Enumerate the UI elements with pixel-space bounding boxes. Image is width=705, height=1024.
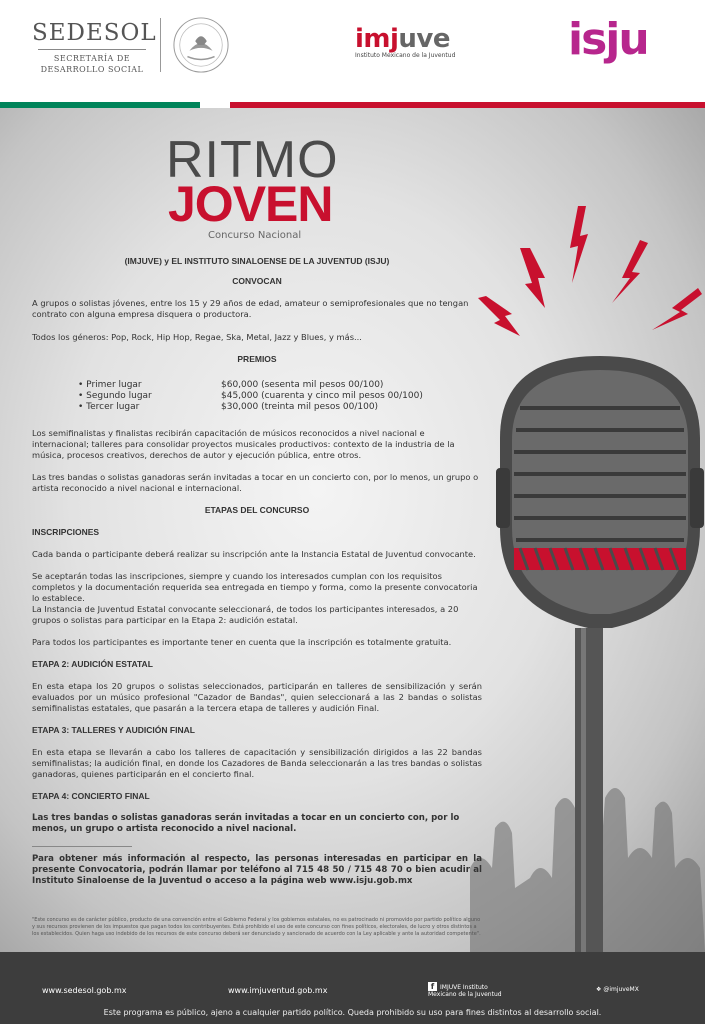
ganadoras-paragraph: Las tres bandas o solistas ganadoras serán invitadas a tocar en un concierto con, por lo menos, un grupo o artista reconocido a nivel nacional e internacional.	[32, 472, 479, 493]
prize-row	[78, 391, 423, 402]
disclaimer: "Este concurso es de carácter público, producto de una convención entre el Gobierno Federal y los gobiernos estatales, no es patrocinado ni promovido por partido político alguno y sus recursos provienen de los impuestos que pagan todos los contribuyentes. Está prohibido el uso de este concurso con fines políticos, electorales, de lucro y otros distintos a los establecidos. Quien haga uso indebido de los recursos de este concurso deberá ser denunciado y sancionado de acuerdo con la Ley aplicable y ante la autoridad competente".	[32, 917, 481, 937]
imjuve-subtitle: Instituto Mexicano de la Juventud	[355, 52, 456, 59]
prize-amount: $60,000 (sesenta mil pesos 00/100)	[221, 380, 384, 390]
organizers: (IMJUVE) y EL INSTITUTO SINALOENSE DE LA JUVENTUD (ISJU)	[124, 256, 390, 266]
info-paragraph: Para obtener más información al respecto, las personas interesadas en participar en la presente Convocatoria, podrán llamar por teléfono al 715 48 50 / 715 48 70 o bien acudir al Instituto Sinaloense de la Juventud o acceso a la página web www.isju.gob.mx	[32, 854, 482, 886]
imjuve-logo-uve: uve	[398, 24, 451, 54]
poster-title-line2: JOVEN	[168, 176, 333, 232]
footer	[0, 952, 705, 1024]
generos-paragraph: Todos los géneros: Pop, Rock, Hip Hop, Regae, Ska, Metal, Jazz y Blues, y más...	[32, 332, 362, 342]
prize-row	[78, 380, 383, 391]
inscripciones-paragraph-3: La Instancia de Juventud Estatal convocante seleccionará, de todos los participantes interesados, a 20 grupos o solistas para participar en la Etapa 2: audición estatal.	[32, 604, 459, 625]
isju-logo: isju	[568, 14, 648, 65]
footer-twitter-handle: @imjuveMX	[603, 986, 639, 993]
prize-label: • Segundo lugar	[78, 391, 152, 401]
sedesol-rule	[38, 49, 146, 50]
info-divider	[32, 846, 132, 847]
etapa3-heading: ETAPA 3: TALLERES Y AUDICIÓN FINAL	[32, 725, 195, 735]
footer-imjuve-url[interactable]: www.imjuventud.gob.mx	[228, 986, 328, 995]
etapas-heading: ETAPAS DEL CONCURSO	[204, 505, 310, 515]
poster-title-line1: RITMO	[166, 131, 339, 189]
convocan-heading: CONVOCAN	[232, 276, 282, 286]
poster	[0, 108, 705, 952]
national-seal-icon	[172, 16, 230, 74]
prize-label: • Tercer lugar	[78, 402, 140, 412]
footer-twitter[interactable]	[596, 986, 639, 993]
inscripciones-paragraph-1: Cada banda o participante deberá realizar su inscripción ante la Instancia Estatal de Juventud convocante.	[32, 549, 476, 559]
footer-legend: Este programa es público, ajeno a cualquier partido político. Queda prohibido su uso para fines distintos al desarrollo social.	[103, 1008, 602, 1017]
footer-facebook-label: IMJUVE Instituto Mexicano de la Juventud	[428, 984, 502, 998]
inscripciones-heading: INSCRIPCIONES	[32, 527, 100, 537]
poster-subtitle: Concurso Nacional	[208, 230, 302, 241]
sedesol-sub1: SECRETARÍA DE	[53, 54, 131, 63]
header	[0, 0, 705, 100]
footer-sedesol-url[interactable]: www.sedesol.gob.mx	[42, 986, 127, 995]
semifinalistas-paragraph: Los semifinalistas y finalistas recibirán capacitación de músicos reconocidos a nivel nacional e internacional; talleres para consolidar proyectos musicales productivos: contexto de la industria de la música, procesos creativos, derechos de autor y ejecución pública, entre otros.	[32, 428, 455, 460]
inscripciones-paragraph-2: Se aceptarán todas las inscripciones, siempre y cuando los interesados cumplan con los requisitos completos y la documentación requerida sea entregada en tiempo y forma, como la presente convocatoria lo establece.	[32, 571, 478, 603]
etapa3-paragraph: En esta etapa se llevarán a cabo los talleres de capacitación y sensibilización dirigidos a las 22 bandas semifinalistas; la audición final, en donde los Cazadores de Banda seleccionarán a las tres bandas o solistas ganadoras, quienes participarán en el concierto final.	[32, 747, 482, 779]
etapa2-paragraph: En esta etapa los 20 grupos o solistas seleccionados, participarán en talleres de sensibilización y serán evaluados por un músico profesional "Cazador de Bandas", quien seleccionará a las 2 bandas o solistas semifinalistas estatales, que pasarán a la tercera etapa de talleres y audición Final.	[32, 681, 482, 713]
prize-row	[78, 402, 378, 413]
imjuve-logo	[355, 24, 455, 59]
sedesol-logo	[32, 20, 157, 75]
sedesol-sub2: DESARROLLO SOCIAL	[40, 65, 144, 74]
intro-paragraph: A grupos o solistas jóvenes, entre los 15 y 29 años de edad, amateur o semiprofesionales que no tengan contrato con alguna empresa disquera o productora.	[32, 298, 469, 319]
inscripciones-paragraph-4: Para todos los participantes es importante tener en cuenta que la inscripción es totalmente gratuita.	[32, 637, 452, 647]
footer-facebook[interactable]	[428, 982, 508, 998]
sedesol-name: SEDESOL	[32, 20, 157, 46]
imjuve-logo-im: imj	[355, 24, 399, 54]
prize-label: • Primer lugar	[78, 380, 142, 390]
twitter-icon: ❖	[596, 986, 602, 993]
etapa2-heading: ETAPA 2: AUDICIÓN ESTATAL	[32, 659, 153, 669]
etapa4-paragraph: Las tres bandas o solistas ganadoras serán invitadas a tocar en un concierto con, por lo menos, un grupo o artista reconocido a nivel nacional.	[32, 813, 460, 834]
prize-amount: $30,000 (treinta mil pesos 00/100)	[221, 402, 379, 412]
premios-heading: PREMIOS	[237, 354, 277, 364]
prize-amount: $45,000 (cuarenta y cinco mil pesos 00/100)	[221, 391, 423, 401]
facebook-icon: f	[428, 982, 437, 991]
header-divider	[160, 18, 161, 72]
etapa4-heading: ETAPA 4: CONCIERTO FINAL	[32, 791, 150, 801]
